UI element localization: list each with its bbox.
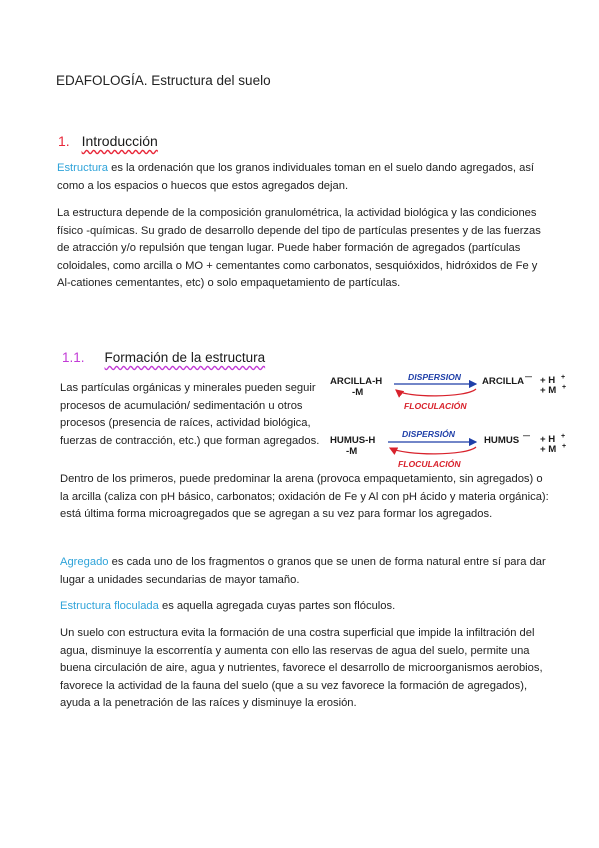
term-estructura: Estructura — [57, 162, 108, 174]
h-ion-charge: + — [561, 374, 566, 381]
m-ion-charge: + — [562, 384, 567, 391]
definition-text: es la ordenación que los granos individuales toman en el suelo dando agregados, así como a los espacios o huecos que estos agregados dejan. — [57, 162, 535, 192]
h-ion-label: + H — [540, 375, 556, 386]
definition-text: es cada uno de los fragmentos o granos que se unen de forma natural entre sí para dar lugar a unidades secundarias de mayor tamaño. — [60, 556, 546, 586]
paragraph-suelo-estructura: Un suelo con estructura evita la formación de una costra superficial que impide la infiltración del agua, disminuye la escorrentía y aumenta con ello las reservas de agua del suelo, permite una buena circulación de aire, agua y nutrientes, favorece el desarrollo de microorganismos aerobios, favorece la actividad de la fauna del suelo (que a su vez favorece la formación de agregados), ayuda a la penetración de las raíces y disminuye la erosión. — [60, 627, 543, 710]
h-ion-label: + H — [540, 434, 556, 445]
m-ion-label: + M — [540, 444, 557, 455]
dispersion-floculation-diagram — [326, 368, 576, 472]
m-ion-charge: + — [562, 443, 567, 450]
floculation-arrow — [396, 389, 476, 396]
m-ion-label: + M — [540, 385, 557, 396]
subsection-number: 1.1. — [62, 350, 85, 365]
paragraph-agregado-definition — [60, 554, 550, 589]
humus-anion-label: HUMUS — [484, 435, 520, 446]
paragraph-estructura-floculada — [60, 598, 550, 616]
paragraph-estructura-depende: La estructura depende de la composición granulométrica, la actividad biológica y las condiciones físico -químicas. Su grado de desarrollo depende del tipo de partículas presentes y de las fuerzas de atracción y/o repulsión que tengan lugar. Puede haber formación de agregados (partículas coloidales, como arcilla o MO + cementantes como carbonatos, sesquióxidos, hidróxidos de Fe y Al-cationes cementantes, etc) o solo empaquetamiento de partículas. — [57, 207, 541, 290]
arcilla-charge: — — [525, 374, 532, 381]
humus-h-label: HUMUS-H — [330, 435, 376, 446]
document-title: EDAFOLOGÍA. Estructura del suelo — [56, 73, 271, 88]
diagram-row-arcilla — [330, 372, 566, 411]
floculation-label: FLOCULACIÓN — [398, 459, 461, 469]
humus-m-label: -M — [346, 446, 358, 457]
term-agregado: Agregado — [60, 556, 109, 568]
subsection-title: Formación de la estructura — [104, 350, 266, 365]
diagram-row-humus — [330, 428, 566, 469]
section-title: Introducción — [81, 133, 158, 149]
paragraph-particulas: Las partículas orgánicas y minerales pueden seguir procesos de acumulación/ sedimentación u otros procesos (presencia de raíces, actividad biológica, fuerzas de contracción, etc.) que forman agregados. — [60, 382, 320, 447]
floculation-arrow — [390, 447, 476, 454]
definition-text: es aquella agregada cuyas partes son flóculos. — [158, 600, 396, 612]
arcilla-m-label: -M — [352, 387, 364, 398]
section-number: 1. — [58, 133, 70, 149]
floculation-label: FLOCULACIÓN — [404, 401, 467, 411]
humus-charge: — — [523, 433, 530, 440]
dispersion-label: DISPERSION — [408, 372, 462, 382]
arcilla-h-label: ARCILLA-H — [330, 376, 383, 387]
section-heading-introduccion — [58, 133, 158, 149]
subsection-heading-formacion — [62, 350, 265, 365]
term-estructura-floculada: Estructura floculada — [60, 600, 159, 612]
dispersion-label: DISPERSIÓN — [402, 429, 456, 439]
arcilla-anion-label: ARCILLA — [482, 376, 525, 387]
paragraph-dentro-primeros: Dentro de los primeros, puede predominar la arena (provoca empaquetamiento, sin agregados) o la arcilla (caliza con pH básico, carbonatos; oxidación de Fe y Al con pH ácido y materia orgánica): está última forma microagregados que se agregan a su vez para formar los agregados. — [60, 473, 549, 521]
paragraph-estructura-definition — [57, 160, 547, 195]
h-ion-charge: + — [561, 433, 566, 440]
